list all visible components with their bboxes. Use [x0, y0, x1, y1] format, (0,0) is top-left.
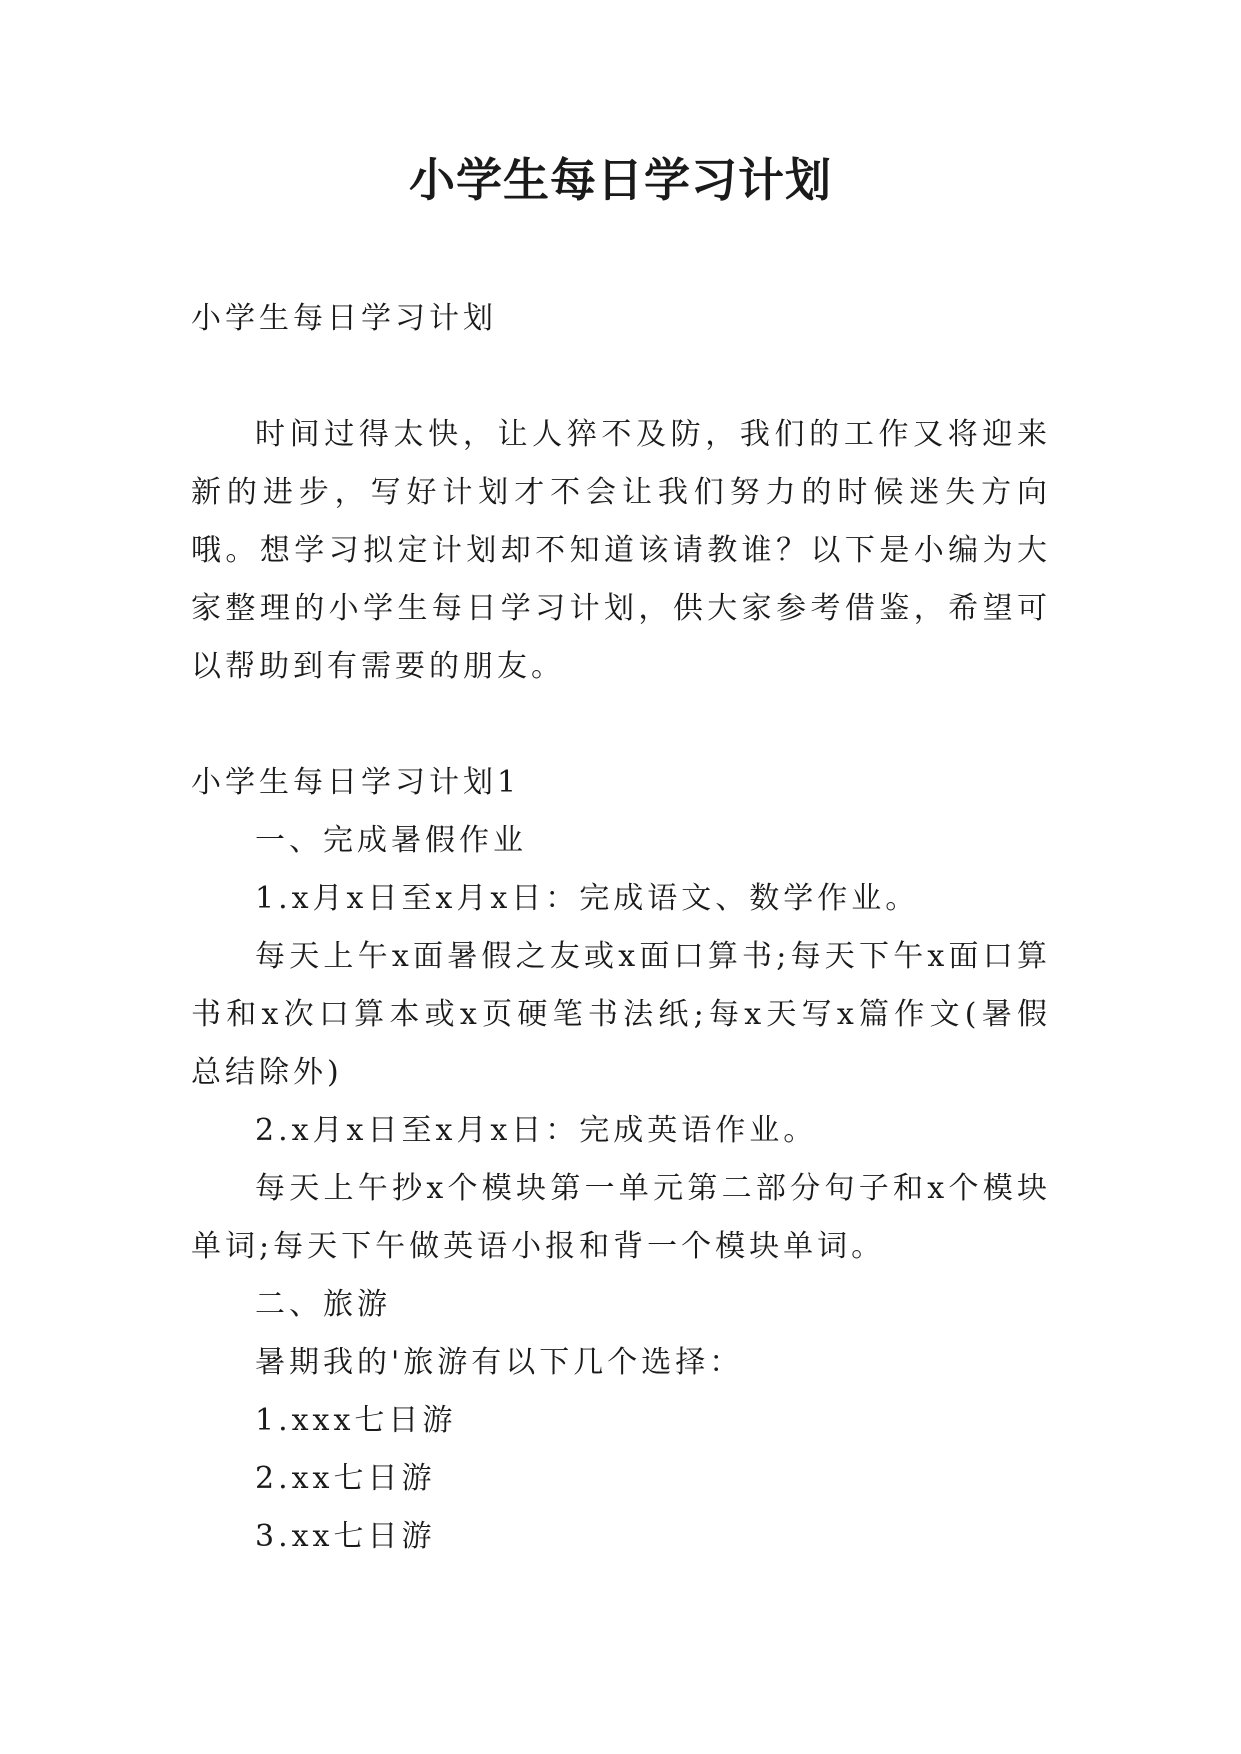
- section-heading: 小学生每日学习计划1: [191, 765, 521, 800]
- intro-paragraph: 时间过得太快，让人猝不及防，我们的工作又将迎来新的进步，写好计划才不会让我们努力的时候迷失方向哦。想学习拟定计划却不知道该请教谁？以下是小编为大家整理的小学生每日学习计划，供大家参考借鉴，希望可以帮助到有需要的朋友。: [191, 417, 1051, 684]
- document-body: [191, 290, 1051, 1566]
- travel-option: 2.xx七日游: [255, 1461, 436, 1496]
- homework-item-1: 1.x月x日至x月x日：完成语文、数学作业。: [255, 881, 920, 916]
- part-heading-travel: 二、旅游: [255, 1287, 391, 1322]
- document-title: 小学生每日学习计划: [409, 153, 832, 207]
- homework-item-2: 2.x月x日至x月x日：完成英语作业。: [255, 1113, 818, 1148]
- travel-option: 1.xxx七日游: [255, 1403, 457, 1438]
- spacer: [191, 348, 1051, 406]
- part-heading-homework: 一、完成暑假作业: [255, 823, 527, 858]
- homework-item-1-detail: 每天上午x面暑假之友或x面口算书;每天下午x面口算书和x次口算本或x页硬笔书法纸;每x天写x篇作文(暑假总结除外): [191, 939, 1051, 1090]
- document-subtitle: 小学生每日学习计划: [191, 301, 497, 336]
- homework-item-2-detail: 每天上午抄x个模块第一单元第二部分句子和x个模块单词;每天下午做英语小报和背一个模块单词。: [191, 1171, 1051, 1264]
- travel-option: 3.xx七日游: [255, 1519, 436, 1554]
- travel-intro: 暑期我的'旅游有以下几个选择：: [255, 1345, 744, 1380]
- spacer: [191, 696, 1051, 754]
